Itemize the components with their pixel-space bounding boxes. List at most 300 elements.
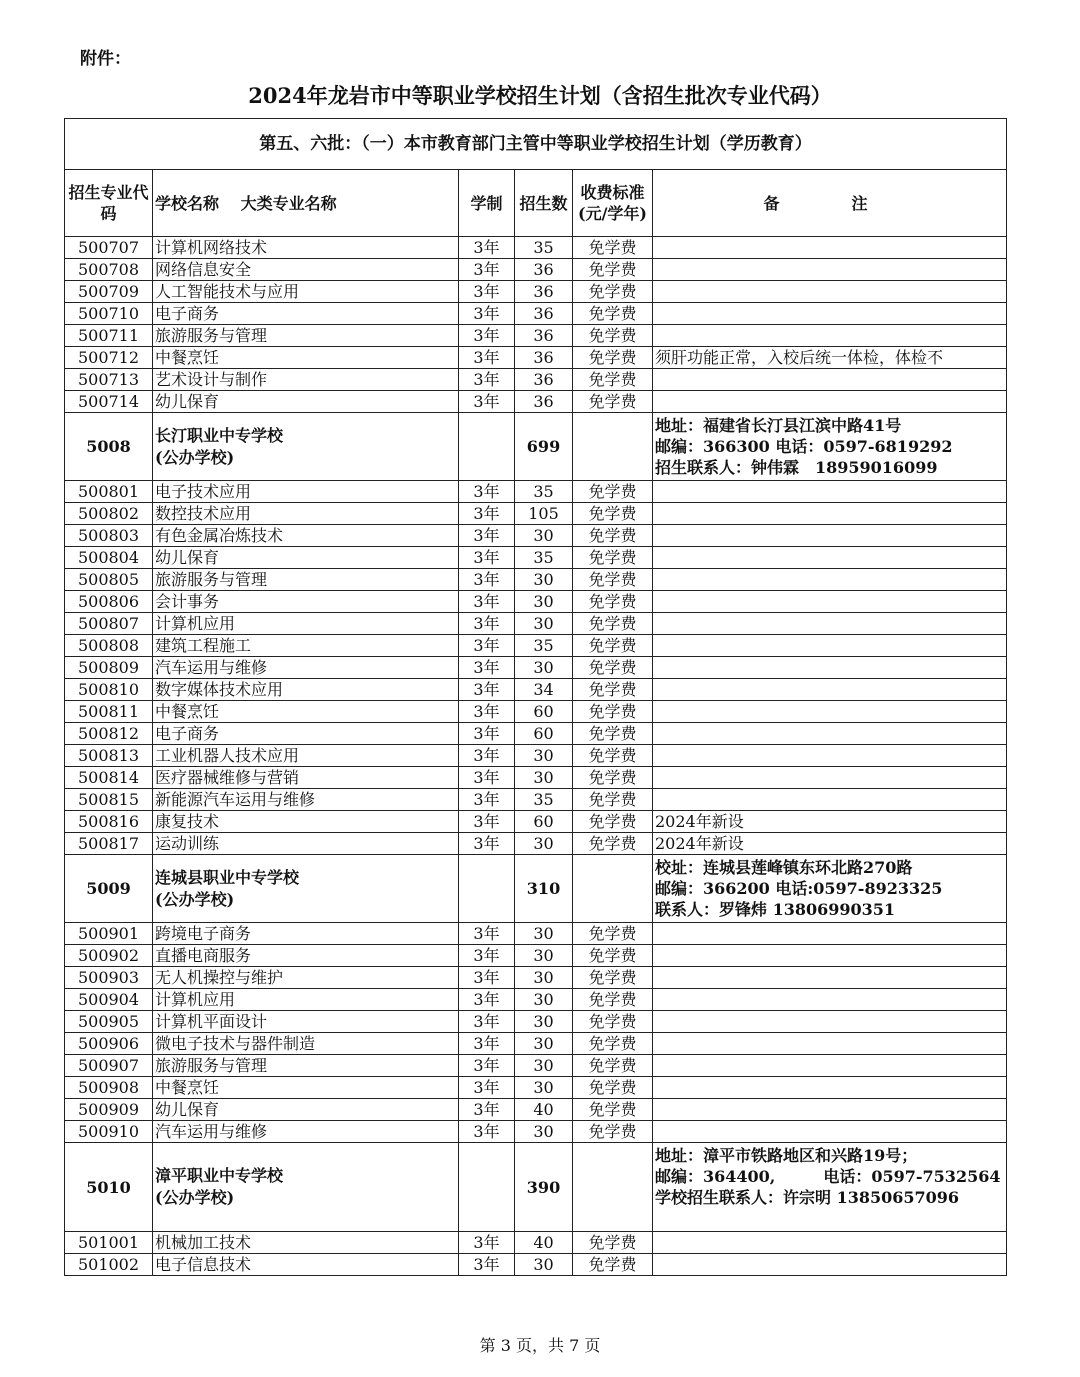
major-name: 计算机应用 (153, 989, 459, 1011)
major-name: 工业机器人技术应用 (153, 745, 459, 767)
major-duration: 3年 (459, 525, 515, 547)
major-enroll: 30 (515, 591, 573, 613)
school-code: 5009 (65, 855, 153, 923)
major-enroll: 36 (515, 391, 573, 413)
major-code: 500801 (65, 481, 153, 503)
major-name: 计算机平面设计 (153, 1011, 459, 1033)
major-name: 数字媒体技术应用 (153, 679, 459, 701)
table-row (65, 481, 1007, 503)
major-enroll: 30 (515, 833, 573, 855)
major-code: 500905 (65, 1011, 153, 1033)
major-remark (653, 1011, 1007, 1033)
major-code: 500816 (65, 811, 153, 833)
major-remark (653, 945, 1007, 967)
major-enroll: 30 (515, 945, 573, 967)
major-fee: 免学费 (573, 833, 653, 855)
major-fee: 免学费 (573, 481, 653, 503)
school-name1: 连城县职业中专学校 (155, 867, 300, 887)
major-name: 电子商务 (153, 303, 459, 325)
page-footer: 第 3 页，共 7 页 (479, 1336, 601, 1355)
major-fee: 免学费 (573, 1011, 653, 1033)
major-duration: 3年 (459, 369, 515, 391)
major-duration: 3年 (459, 923, 515, 945)
major-duration: 3年 (459, 347, 515, 369)
header-name: 学校名称 大类专业名称 (153, 170, 459, 237)
table-row (65, 237, 1007, 259)
school-fee (573, 1143, 653, 1232)
major-remark (653, 767, 1007, 789)
major-enroll: 30 (515, 613, 573, 635)
major-enroll: 60 (515, 701, 573, 723)
major-remark (653, 547, 1007, 569)
table-row (65, 1011, 1007, 1033)
major-remark (653, 1232, 1007, 1254)
major-duration: 3年 (459, 481, 515, 503)
school-duration (459, 1143, 515, 1232)
major-code: 500904 (65, 989, 153, 1011)
major-duration: 3年 (459, 1121, 515, 1143)
major-name: 电子信息技术 (153, 1254, 459, 1276)
major-remark (653, 1077, 1007, 1099)
school-row (65, 855, 1007, 923)
major-code: 500902 (65, 945, 153, 967)
major-code: 500817 (65, 833, 153, 855)
major-fee: 免学费 (573, 1055, 653, 1077)
major-code: 500901 (65, 923, 153, 945)
major-fee: 免学费 (573, 259, 653, 281)
major-duration: 3年 (459, 237, 515, 259)
major-fee: 免学费 (573, 1121, 653, 1143)
major-duration: 3年 (459, 281, 515, 303)
major-code: 500805 (65, 569, 153, 591)
major-enroll: 36 (515, 325, 573, 347)
major-fee: 免学费 (573, 237, 653, 259)
major-code: 500813 (65, 745, 153, 767)
contact-note2: 邮编：364400, 电话：0597-7532564 (655, 1167, 1001, 1186)
major-fee: 免学费 (573, 325, 653, 347)
major-duration: 3年 (459, 679, 515, 701)
major-duration: 3年 (459, 945, 515, 967)
major-name: 康复技术 (153, 811, 459, 833)
major-fee: 免学费 (573, 701, 653, 723)
major-code: 500906 (65, 1033, 153, 1055)
major-fee: 免学费 (573, 303, 653, 325)
major-name: 幼儿保育 (153, 1099, 459, 1121)
section-title: 第五、六批：（一）本市教育部门主管中等职业学校招生计划（学历教育） (65, 119, 1007, 170)
major-code: 500908 (65, 1077, 153, 1099)
major-name: 机械加工技术 (153, 1232, 459, 1254)
table-row (65, 679, 1007, 701)
school-code: 5010 (65, 1143, 153, 1232)
school-name2: (公办学校) (155, 447, 235, 467)
major-fee: 免学费 (573, 347, 653, 369)
major-fee: 免学费 (573, 1254, 653, 1276)
school-fee (573, 855, 653, 923)
attachment-label: 附件： (80, 49, 131, 69)
school-fee (573, 413, 653, 481)
major-code: 500714 (65, 391, 153, 413)
major-name: 计算机应用 (153, 613, 459, 635)
table-row (65, 281, 1007, 303)
major-enroll: 35 (515, 789, 573, 811)
school-name1: 漳平职业中专学校 (155, 1166, 284, 1185)
major-name: 幼儿保育 (153, 391, 459, 413)
header-code: 招生专业代码 (65, 170, 153, 237)
major-remark (653, 967, 1007, 989)
major-enroll: 30 (515, 1121, 573, 1143)
major-enroll: 30 (515, 989, 573, 1011)
major-code: 500708 (65, 259, 153, 281)
contact-note1: 地址：福建省长汀县江滨中路41号 (655, 416, 902, 435)
major-duration: 3年 (459, 767, 515, 789)
school-enroll: 390 (515, 1143, 573, 1232)
major-name: 医疗器械维修与营销 (153, 767, 459, 789)
major-fee: 免学费 (573, 1077, 653, 1099)
table-row (65, 347, 1007, 369)
major-fee: 免学费 (573, 789, 653, 811)
table-row (65, 767, 1007, 789)
table-row (65, 391, 1007, 413)
major-fee: 免学费 (573, 591, 653, 613)
major-code: 500804 (65, 547, 153, 569)
major-enroll: 30 (515, 1055, 573, 1077)
major-duration: 3年 (459, 1232, 515, 1254)
major-enroll: 35 (515, 635, 573, 657)
major-remark (653, 1121, 1007, 1143)
major-name: 中餐烹饪 (153, 347, 459, 369)
major-remark (653, 1254, 1007, 1276)
major-remark (653, 237, 1007, 259)
major-duration: 3年 (459, 1077, 515, 1099)
contact-note1: 校址：连城县莲峰镇东环北路270路 (655, 858, 913, 877)
major-duration: 3年 (459, 391, 515, 413)
major-enroll: 36 (515, 281, 573, 303)
major-code: 500709 (65, 281, 153, 303)
major-name: 幼儿保育 (153, 547, 459, 569)
school-name (153, 855, 459, 923)
major-fee: 免学费 (573, 967, 653, 989)
major-code: 500815 (65, 789, 153, 811)
table-row (65, 745, 1007, 767)
major-remark (653, 281, 1007, 303)
table-row (65, 1055, 1007, 1077)
major-name: 数控技术应用 (153, 503, 459, 525)
major-name: 中餐烹饪 (153, 701, 459, 723)
major-duration: 3年 (459, 989, 515, 1011)
major-duration: 3年 (459, 613, 515, 635)
contact-note1: 地址：漳平市铁路地区和兴路19号； (655, 1146, 918, 1165)
major-remark (653, 723, 1007, 745)
contact-note3: 联系人：罗锋炜 13806990351 (655, 900, 896, 919)
major-code: 500809 (65, 657, 153, 679)
major-duration: 3年 (459, 745, 515, 767)
major-enroll: 35 (515, 481, 573, 503)
major-remark (653, 635, 1007, 657)
major-duration: 3年 (459, 1011, 515, 1033)
header-fee: 收费标准(元/学年) (573, 170, 653, 237)
table-row (65, 833, 1007, 855)
major-enroll: 60 (515, 811, 573, 833)
major-code: 500909 (65, 1099, 153, 1121)
major-code: 500803 (65, 525, 153, 547)
major-name: 运动训练 (153, 833, 459, 855)
major-code: 500807 (65, 613, 153, 635)
major-duration: 3年 (459, 635, 515, 657)
school-name1: 长汀职业中专学校 (155, 425, 284, 445)
major-fee: 免学费 (573, 503, 653, 525)
major-duration: 3年 (459, 723, 515, 745)
school-name2: (公办学校) (155, 1188, 235, 1207)
major-name: 电子商务 (153, 723, 459, 745)
section-row (65, 119, 1007, 170)
major-fee: 免学费 (573, 1232, 653, 1254)
major-fee: 免学费 (573, 923, 653, 945)
major-duration: 3年 (459, 967, 515, 989)
school-contact (653, 413, 1007, 481)
major-remark (653, 481, 1007, 503)
table-row (65, 569, 1007, 591)
table-row (65, 1033, 1007, 1055)
major-code: 500910 (65, 1121, 153, 1143)
table-row (65, 723, 1007, 745)
major-name: 艺术设计与制作 (153, 369, 459, 391)
major-remark (653, 613, 1007, 635)
table-row (65, 1121, 1007, 1143)
contact-note2: 邮编：366300 电话：0597-6819292 (655, 437, 953, 456)
major-remark (653, 1055, 1007, 1077)
major-fee: 免学费 (573, 723, 653, 745)
major-fee: 免学费 (573, 369, 653, 391)
major-name: 汽车运用与维修 (153, 657, 459, 679)
major-duration: 3年 (459, 591, 515, 613)
major-enroll: 105 (515, 503, 573, 525)
major-remark (653, 657, 1007, 679)
major-enroll: 30 (515, 1033, 573, 1055)
table-row (65, 635, 1007, 657)
major-remark (653, 525, 1007, 547)
table-row (65, 503, 1007, 525)
table-row (65, 525, 1007, 547)
table-row (65, 945, 1007, 967)
major-name: 旅游服务与管理 (153, 569, 459, 591)
major-fee: 免学费 (573, 391, 653, 413)
major-name: 计算机网络技术 (153, 237, 459, 259)
major-fee: 免学费 (573, 1033, 653, 1055)
major-name: 建筑工程施工 (153, 635, 459, 657)
major-name: 无人机操控与维护 (153, 967, 459, 989)
major-enroll: 40 (515, 1232, 573, 1254)
contact-note2: 邮编：366200 电话:0597-8923325 (655, 879, 943, 898)
contact-note3: 学校招生联系人：许宗明 13850657096 (655, 1188, 960, 1207)
major-enroll: 36 (515, 303, 573, 325)
major-enroll: 35 (515, 547, 573, 569)
major-remark (653, 1033, 1007, 1055)
major-enroll: 30 (515, 1077, 573, 1099)
major-code: 500814 (65, 767, 153, 789)
major-remark: 2024年新设 (653, 811, 1007, 833)
major-code: 500907 (65, 1055, 153, 1077)
table-row (65, 259, 1007, 281)
school-contact (653, 855, 1007, 923)
header-enroll: 招生数 (515, 170, 573, 237)
major-code: 500808 (65, 635, 153, 657)
major-enroll: 30 (515, 569, 573, 591)
table-row (65, 325, 1007, 347)
major-enroll: 30 (515, 525, 573, 547)
major-fee: 免学费 (573, 745, 653, 767)
major-code: 500812 (65, 723, 153, 745)
major-name: 会计事务 (153, 591, 459, 613)
table-row (65, 591, 1007, 613)
contact-note3: 招生联系人：钟伟霖 18959016099 (655, 458, 938, 477)
major-remark (653, 679, 1007, 701)
major-remark (653, 259, 1007, 281)
major-duration: 3年 (459, 503, 515, 525)
major-duration: 3年 (459, 789, 515, 811)
table-row (65, 1099, 1007, 1121)
major-name: 新能源汽车运用与维修 (153, 789, 459, 811)
major-duration: 3年 (459, 1033, 515, 1055)
major-enroll: 40 (515, 1099, 573, 1121)
major-remark (653, 1099, 1007, 1121)
school-enroll: 699 (515, 413, 573, 481)
major-duration: 3年 (459, 325, 515, 347)
major-name: 跨境电子商务 (153, 923, 459, 945)
table-row (65, 989, 1007, 1011)
school-row (65, 1143, 1007, 1232)
major-remark: 2024年新设 (653, 833, 1007, 855)
major-fee: 免学费 (573, 945, 653, 967)
table-row (65, 811, 1007, 833)
major-fee: 免学费 (573, 613, 653, 635)
major-enroll: 30 (515, 657, 573, 679)
major-remark (653, 325, 1007, 347)
major-fee: 免学费 (573, 281, 653, 303)
major-fee: 免学费 (573, 989, 653, 1011)
table-row (65, 1254, 1007, 1276)
major-remark (653, 701, 1007, 723)
table-row (65, 789, 1007, 811)
major-code: 500713 (65, 369, 153, 391)
school-duration (459, 855, 515, 923)
major-code: 500802 (65, 503, 153, 525)
major-code: 501001 (65, 1232, 153, 1254)
major-enroll: 35 (515, 237, 573, 259)
header-duration: 学制 (459, 170, 515, 237)
major-remark: 须肝功能正常，入校后统一体检，体检不 (653, 347, 1007, 369)
major-name: 汽车运用与维修 (153, 1121, 459, 1143)
major-code: 500710 (65, 303, 153, 325)
school-name (153, 413, 459, 481)
major-enroll: 36 (515, 259, 573, 281)
major-fee: 免学费 (573, 657, 653, 679)
school-name2: (公办学校) (155, 889, 235, 909)
major-enroll: 30 (515, 1254, 573, 1276)
major-name: 旅游服务与管理 (153, 325, 459, 347)
major-enroll: 30 (515, 923, 573, 945)
table-row (65, 613, 1007, 635)
major-duration: 3年 (459, 303, 515, 325)
major-fee: 免学费 (573, 547, 653, 569)
table-row (65, 923, 1007, 945)
major-name: 有色金属冶炼技术 (153, 525, 459, 547)
major-enroll: 30 (515, 1011, 573, 1033)
major-name: 网络信息安全 (153, 259, 459, 281)
major-enroll: 36 (515, 347, 573, 369)
major-remark (653, 503, 1007, 525)
school-name (153, 1143, 459, 1232)
major-duration: 3年 (459, 657, 515, 679)
table-row (65, 369, 1007, 391)
page-title: 2024年龙岩市中等职业学校招生计划（含招生批次专业代码） (248, 83, 832, 108)
school-duration (459, 413, 515, 481)
school-enroll: 310 (515, 855, 573, 923)
major-fee: 免学费 (573, 635, 653, 657)
school-code: 5008 (65, 413, 153, 481)
major-name: 微电子技术与器件制造 (153, 1033, 459, 1055)
school-row (65, 413, 1007, 481)
major-enroll: 30 (515, 967, 573, 989)
enrollment-table (64, 118, 1007, 1276)
major-fee: 免学费 (573, 569, 653, 591)
major-enroll: 60 (515, 723, 573, 745)
major-name: 旅游服务与管理 (153, 1055, 459, 1077)
major-fee: 免学费 (573, 767, 653, 789)
table-row (65, 303, 1007, 325)
table-row (65, 701, 1007, 723)
major-enroll: 36 (515, 369, 573, 391)
major-remark (653, 745, 1007, 767)
table-row (65, 1077, 1007, 1099)
major-remark (653, 591, 1007, 613)
table-row (65, 547, 1007, 569)
major-remark (653, 989, 1007, 1011)
major-enroll: 34 (515, 679, 573, 701)
major-remark (653, 923, 1007, 945)
major-fee: 免学费 (573, 525, 653, 547)
major-remark (653, 369, 1007, 391)
header-row (65, 170, 1007, 237)
major-name: 人工智能技术与应用 (153, 281, 459, 303)
major-remark (653, 569, 1007, 591)
major-remark (653, 789, 1007, 811)
major-code: 500811 (65, 701, 153, 723)
major-duration: 3年 (459, 259, 515, 281)
table-row (65, 967, 1007, 989)
major-duration: 3年 (459, 547, 515, 569)
major-code: 500707 (65, 237, 153, 259)
major-fee: 免学费 (573, 679, 653, 701)
header-remark: 备 注 (653, 170, 1007, 237)
major-code: 500711 (65, 325, 153, 347)
major-enroll: 30 (515, 745, 573, 767)
major-name: 电子技术应用 (153, 481, 459, 503)
major-fee: 免学费 (573, 811, 653, 833)
major-remark (653, 303, 1007, 325)
major-code: 500712 (65, 347, 153, 369)
major-code: 500806 (65, 591, 153, 613)
major-duration: 3年 (459, 701, 515, 723)
major-name: 中餐烹饪 (153, 1077, 459, 1099)
major-duration: 3年 (459, 833, 515, 855)
major-name: 直播电商服务 (153, 945, 459, 967)
major-duration: 3年 (459, 1254, 515, 1276)
major-enroll: 30 (515, 767, 573, 789)
school-contact (653, 1143, 1007, 1232)
major-remark (653, 391, 1007, 413)
major-code: 501002 (65, 1254, 153, 1276)
major-duration: 3年 (459, 1055, 515, 1077)
